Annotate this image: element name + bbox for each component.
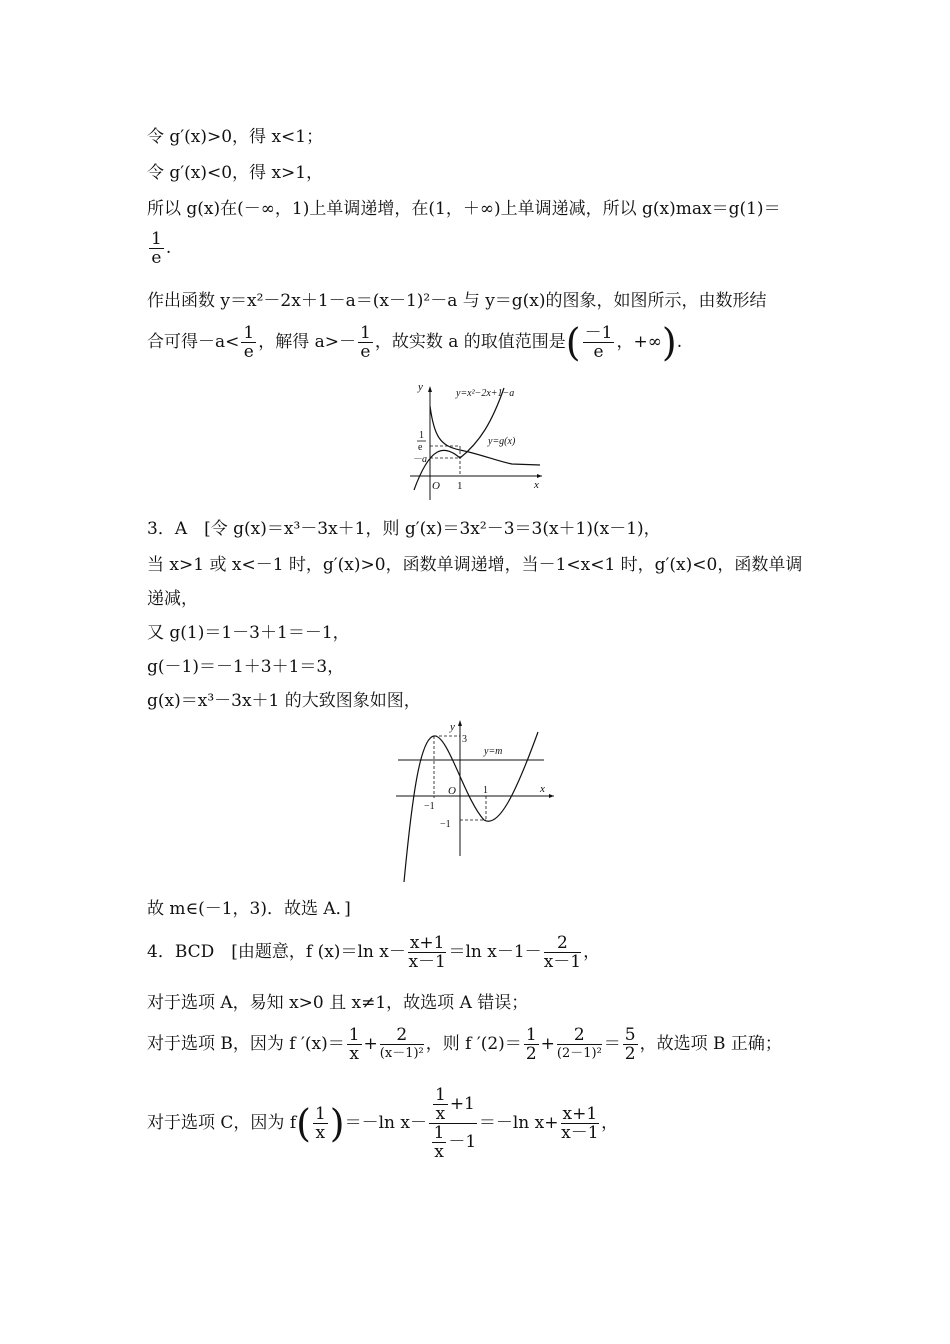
text-line: g(x)＝x³－3x＋1 的大致图象如图， [147, 691, 421, 711]
fraction: $\frac{2}{\text{(x－1)²}}$ [379, 1025, 424, 1061]
fraction: $\frac{1}{e}$ [243, 323, 255, 362]
range-line: 合可得－a< $\frac{1}{e}$ ，解得 a>－ $\frac{1}{e}$ ，故实数 a 的取值范围是( $\frac{-1}{e}$ ，+∞). [147, 320, 683, 365]
text-line: 令 g′(x)<0，得 x>1， [147, 163, 324, 183]
x-tick-label: −1 [424, 801, 435, 812]
y-tick-label: 3 [462, 734, 467, 745]
fraction: $\frac{1}{e}$ [360, 323, 371, 362]
fraction: $\frac{5}{2}$ [624, 1025, 636, 1064]
fraction: $\frac{x+1}{x-1}$ [561, 1104, 599, 1143]
x-axis-label: x [540, 783, 545, 795]
text-line: 3．A [令 g(x)＝x³－3x＋1，则 g′(x)＝3x²－3＝3(x＋1)(x－1)， [147, 519, 661, 539]
fraction: $\frac{2}{x-1}$ [543, 933, 582, 972]
math-line: 对于选项 C，因为 f( $\frac{1}{x}$ )＝－ln x－ $\frac{1}{x}$ +1 $\frac{1}{x}$ －1 ＝－ln x+ $\frac{x+1}{x-1}$ ， [147, 1085, 619, 1162]
math-line: 4．BCD [由题意，f (x)＝ln x－ $\frac{x+1}{x-1}$ ＝ln x－1－ $\frac{2}{x-1}$ ， [147, 933, 601, 972]
text-line: 递减， [147, 589, 198, 609]
y-tick-label: e [418, 442, 423, 453]
origin-label: O [448, 785, 456, 797]
y-axis-label: y [450, 721, 455, 733]
y-tick-label: 1 [419, 430, 424, 441]
text-line: 令 g′(x)>0，得 x<1； [147, 127, 324, 147]
fraction: $\frac{1}{e}$ [151, 229, 162, 268]
fraction: $\frac{2}{\text{(2－1)²}}$ [556, 1025, 602, 1061]
curve-label: y=x²−2x+1−a [456, 388, 515, 399]
text-line: 又 g(1)＝1－3＋1＝－1， [147, 623, 350, 643]
y-tick-label: －a [412, 454, 427, 465]
text-line: 故 m∈(－1，3)．故选 A．] [147, 899, 351, 919]
x-tick-label: 1 [483, 785, 488, 796]
fraction: $\frac{1}{2}$ [525, 1025, 537, 1064]
text-line: g(－1)＝－1＋3＋1＝3， [147, 657, 345, 677]
curve-label: y=g(x) [488, 436, 516, 447]
fraction: $\frac{-1}{e}$ [584, 323, 613, 362]
text-line: 作出函数 y＝x²－2x＋1－a＝(x－1)²－a 与 y＝g(x)的图象，如图所示，由数形结 [147, 291, 767, 311]
x-tick-label: 1 [457, 480, 463, 492]
fraction-line: $\frac{1}{e}$ . [151, 229, 172, 268]
compound-fraction: $\frac{1}{x}$ +1 $\frac{1}{x}$ －1 [429, 1086, 477, 1161]
figure-1-graph [400, 378, 550, 504]
origin-label: O [432, 480, 440, 492]
line-label: y=m [484, 746, 503, 757]
math-line: 对于选项 B，因为 f ′(x)＝ $\frac{1}{x}$ + $\frac{2}{\text{(x－1)²}}$ ，则 f ′(2)＝ $\frac{1}{2}$ + $\frac{2}{\text{(2－1)²}}$ ＝ $\frac{5}{2}$ ，故选项 B 正确； [147, 1025, 782, 1064]
y-tick-label: −1 [440, 819, 451, 830]
text-line: 当 x>1 或 x<－1 时，g′(x)>0，函数单调递增，当－1<x<1 时，g′(x)<0，函数单调 [147, 555, 803, 575]
text-line: 对于选项 A，易知 x>0 且 x≠1，故选项 A 错误； [147, 993, 529, 1013]
y-axis-label: y [418, 381, 423, 393]
figure-2-graph [394, 718, 560, 886]
fraction: $\frac{1}{x}$ [314, 1104, 326, 1143]
text-line: 所以 g(x)在(－∞，1)上单调递增，在(1，＋∞)上单调递减，所以 g(x)max＝g(1)＝ [147, 199, 781, 219]
x-axis-label: x [534, 479, 539, 491]
fraction: $\frac{1}{x}$ [348, 1025, 360, 1064]
fraction: $\frac{x+1}{x-1}$ [408, 933, 446, 972]
